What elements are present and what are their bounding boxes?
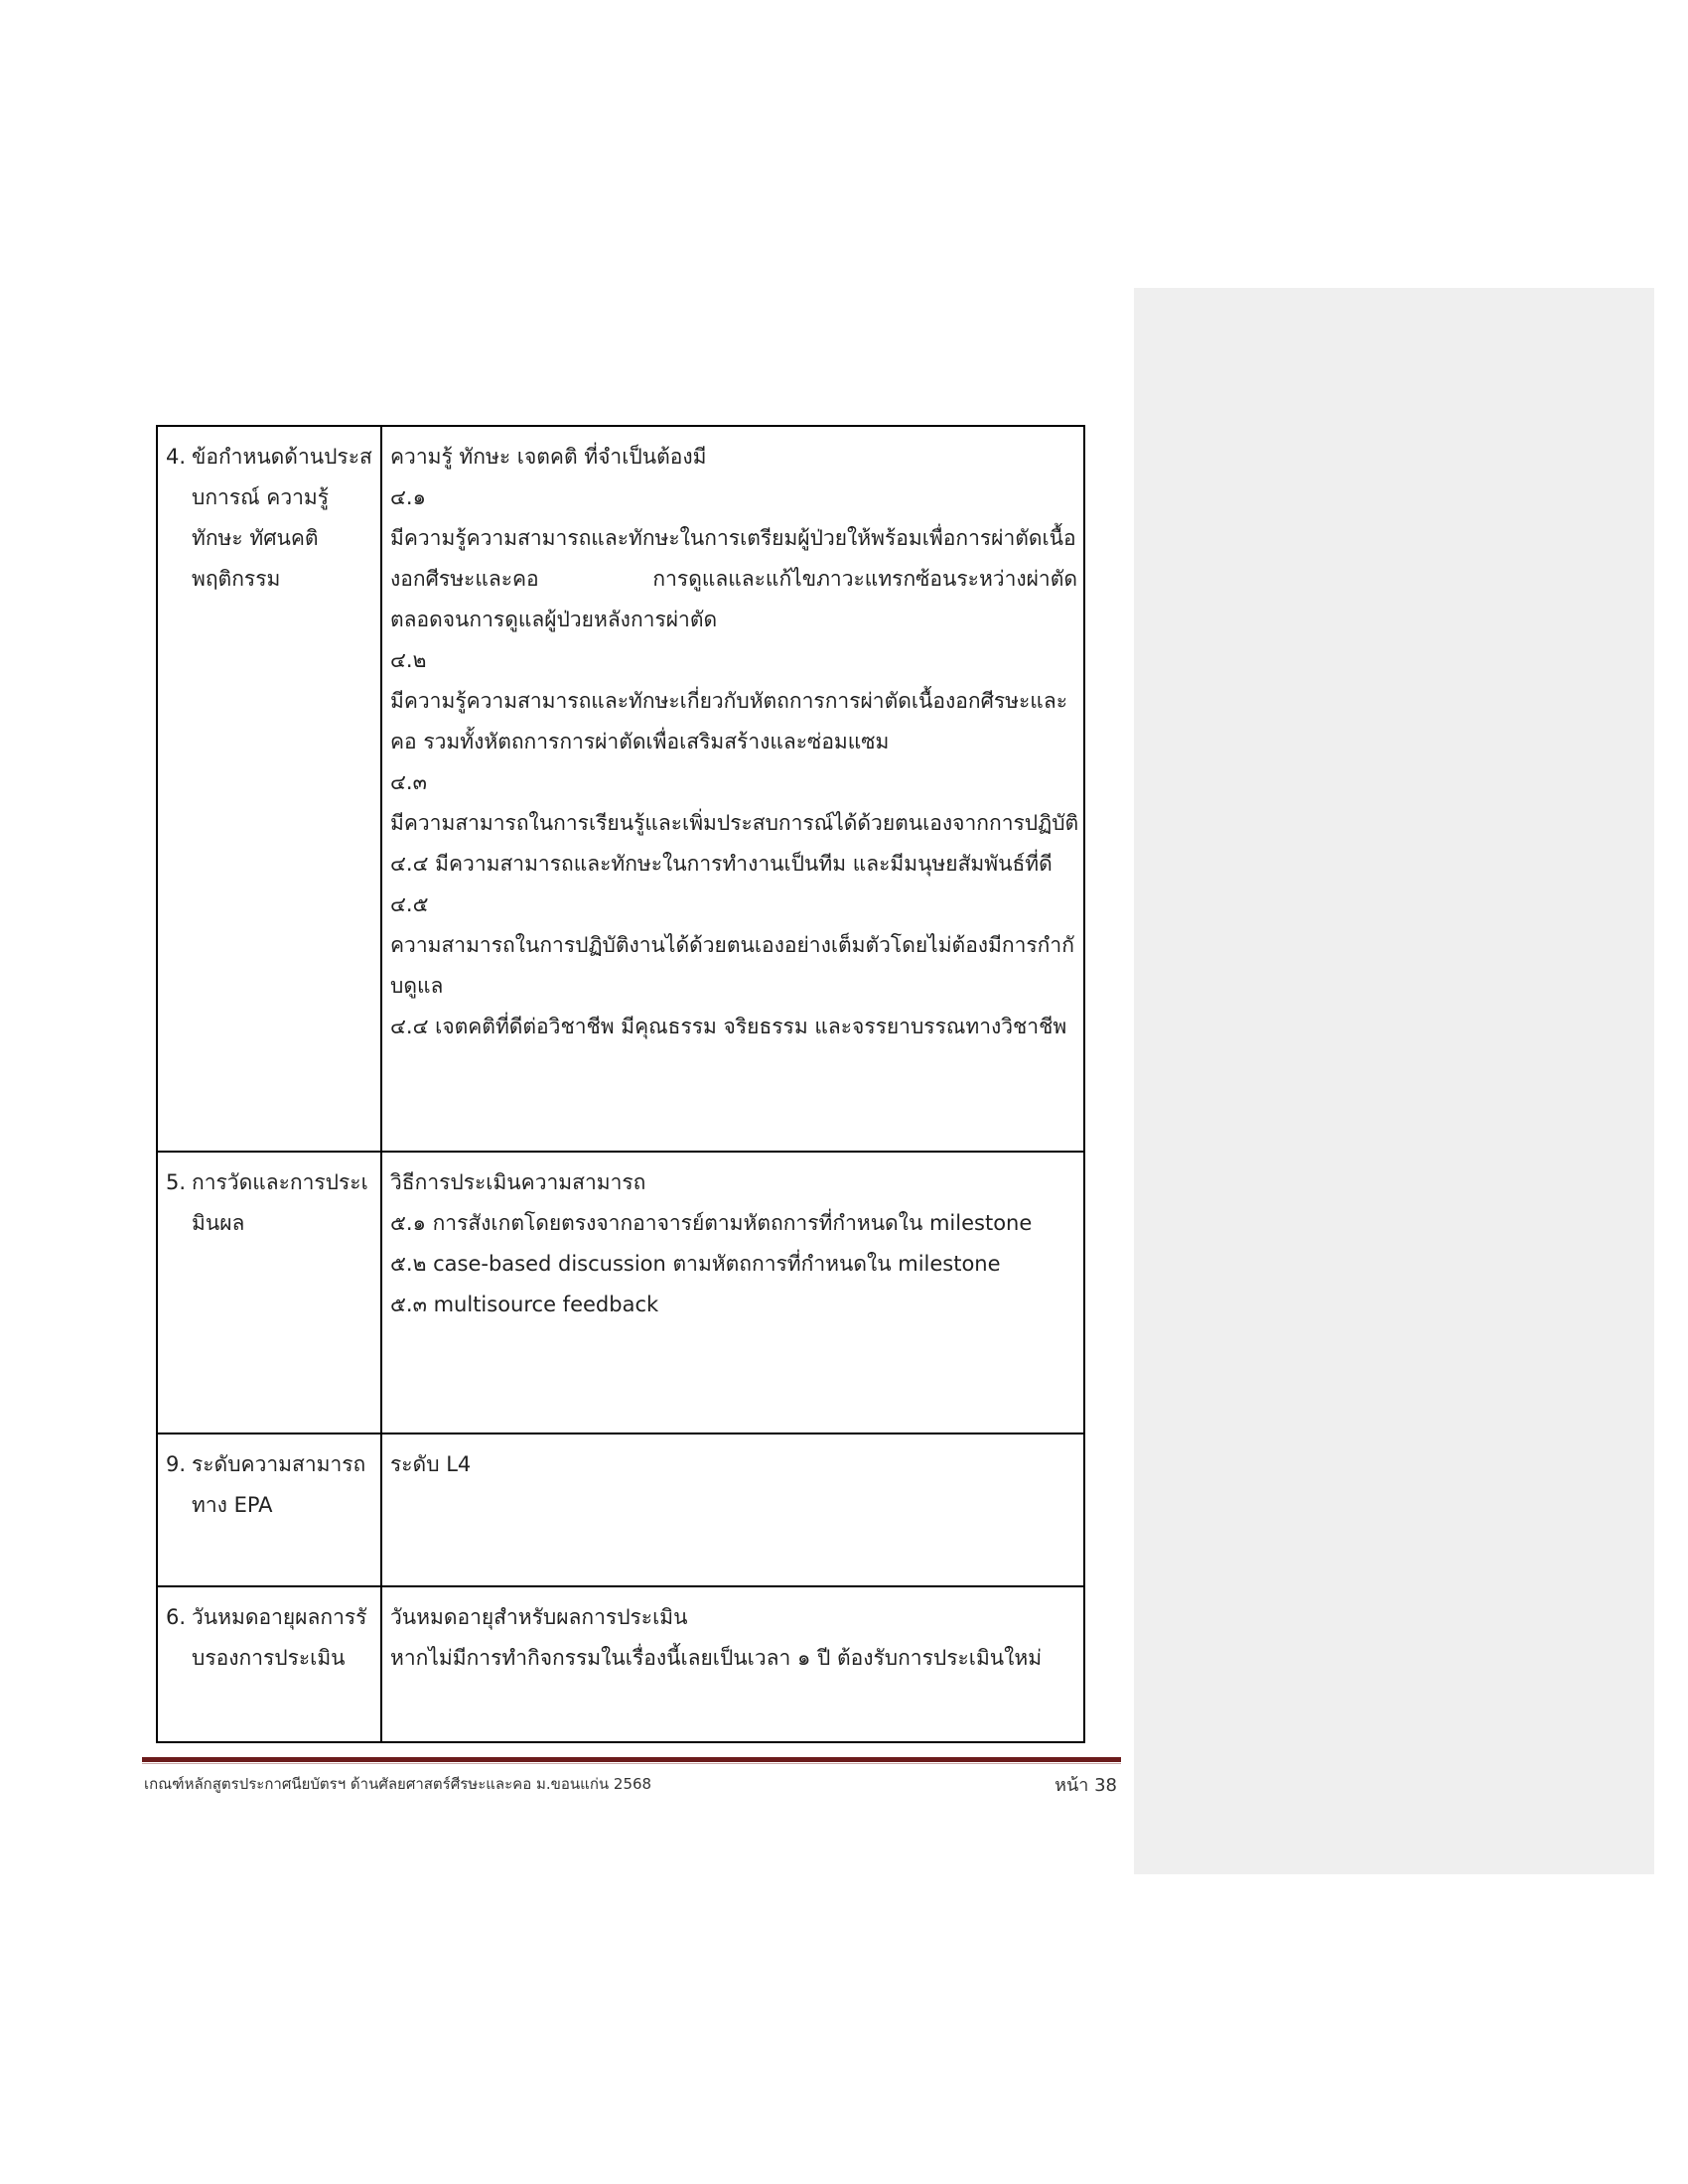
table-row — [157, 1433, 1084, 1586]
row-content-cell — [381, 1586, 1084, 1742]
content-line: ๔.๕ — [390, 892, 429, 916]
row-label-line: ทาง EPA — [192, 1493, 273, 1517]
content-line: มีความรู้ความสามารถและทักษะเกี่ยวกับหัตถการการผ่าตัดเนื้องอกศีรษะและ — [390, 689, 1067, 713]
content-line: วิธีการประเมินความสามารถ — [390, 1170, 646, 1194]
content-line: มีความสามารถในการเรียนรู้และเพิ่มประสบการณ์ได้ด้วยตนเองจากการปฏิบัติ — [390, 811, 1079, 835]
row-content-cell — [381, 1152, 1084, 1433]
row-label-line: วันหมดอายุผลการรั — [192, 1605, 367, 1629]
row-number: 6. — [166, 1605, 187, 1629]
row-label-line: ระดับความสามารถ — [192, 1452, 366, 1476]
content-line: ตลอดจนการดูแลผู้ป่วยหลังการผ่าตัด — [390, 608, 718, 631]
row-label-line: มินผล — [192, 1211, 245, 1235]
row-label-cell — [157, 1152, 381, 1433]
content-line: คอ รวมทั้งหัตถการการผ่าตัดเพื่อเสริมสร้างและซ่อมแซม — [390, 730, 890, 753]
content-text: งอกศีรษะและคอ — [390, 567, 539, 591]
row-number: 5. — [166, 1170, 187, 1194]
row-content-cell — [381, 426, 1084, 1152]
content-line: ความสามารถในการปฏิบัติงานได้ด้วยตนเองอย่างเต็มตัวโดยไม่ต้องมีการกำกั — [390, 933, 1074, 957]
table-row — [157, 1152, 1084, 1433]
row-label-cell — [157, 1586, 381, 1742]
row-label-line: บการณ์ ความรู้ — [192, 485, 330, 509]
comment-pane — [1134, 288, 1654, 1874]
content-line: ๔.๑ — [390, 485, 426, 509]
content-line: ๕.๓ multisource feedback — [390, 1293, 659, 1316]
content-line: หากไม่มีการทำกิจกรรมในเรื่องนี้เลยเป็นเวลา ๑ ปี ต้องรับการประเมินใหม่ — [390, 1646, 1043, 1670]
content-line — [390, 559, 1077, 600]
row-label-line: ข้อกำหนดด้านประส — [192, 445, 372, 469]
row-label-line: บรองการประเมิน — [192, 1646, 346, 1670]
content-line: บดูแล — [390, 974, 444, 998]
table-row — [157, 426, 1084, 1152]
row-label-line: ทักษะ ทัศนคติ — [192, 526, 319, 550]
content-line: ๔.๔ เจตคติที่ดีต่อวิชาชีพ มีคุณธรรม จริยธรรม และจรรยาบรรณทางวิชาชีพ — [390, 1015, 1067, 1038]
content-line: ๔.๔ มีความสามารถและทักษะในการทำงานเป็นทีม และมีมนุษยสัมพันธ์ที่ดี — [390, 852, 1053, 876]
content-line: ๔.๒ — [390, 648, 427, 672]
content-line: ๕.๑ การสังเกตโดยตรงจากอาจารย์ตามหัตถการที่กำหนดใน milestone — [390, 1211, 1033, 1235]
row-number: 4. — [166, 445, 187, 469]
row-label-line: พฤติกรรม — [192, 567, 281, 591]
content-line: ๔.๓ — [390, 770, 427, 794]
epa-table — [156, 425, 1085, 1743]
content-line: ระดับ L4 — [390, 1452, 472, 1476]
row-label-cell — [157, 426, 381, 1152]
content-line: ความรู้ ทักษะ เจตคติ ที่จำเป็นต้องมี — [390, 445, 707, 469]
footer-divider — [142, 1757, 1121, 1762]
content-line: ๕.๒ case-based discussion ตามหัตถการที่กำหนดใน milestone — [390, 1252, 1001, 1276]
content-line: วันหมดอายุสำหรับผลการประเมิน — [390, 1605, 688, 1629]
row-number: 9. — [166, 1452, 187, 1476]
row-label-line: การวัดและการประเ — [192, 1170, 368, 1194]
row-content-cell — [381, 1433, 1084, 1586]
row-label-cell — [157, 1433, 381, 1586]
table-row — [157, 1586, 1084, 1742]
content-text: การดูแลและแก้ไขภาวะแทรกซ้อนระหว่างผ่าตัด — [652, 567, 1077, 591]
page-number: หน้า 38 — [1055, 1775, 1117, 1796]
footer-title: เกณฑ์หลักสูตรประกาศนียบัตรฯ ด้านศัลยศาสตร์ศีรษะและคอ ม.ขอนแก่น 2568 — [144, 1775, 652, 1793]
content-line: มีความรู้ความสามารถและทักษะในการเตรียมผู้ป่วยให้พร้อมเพื่อการผ่าตัดเนื้อ — [390, 526, 1076, 550]
